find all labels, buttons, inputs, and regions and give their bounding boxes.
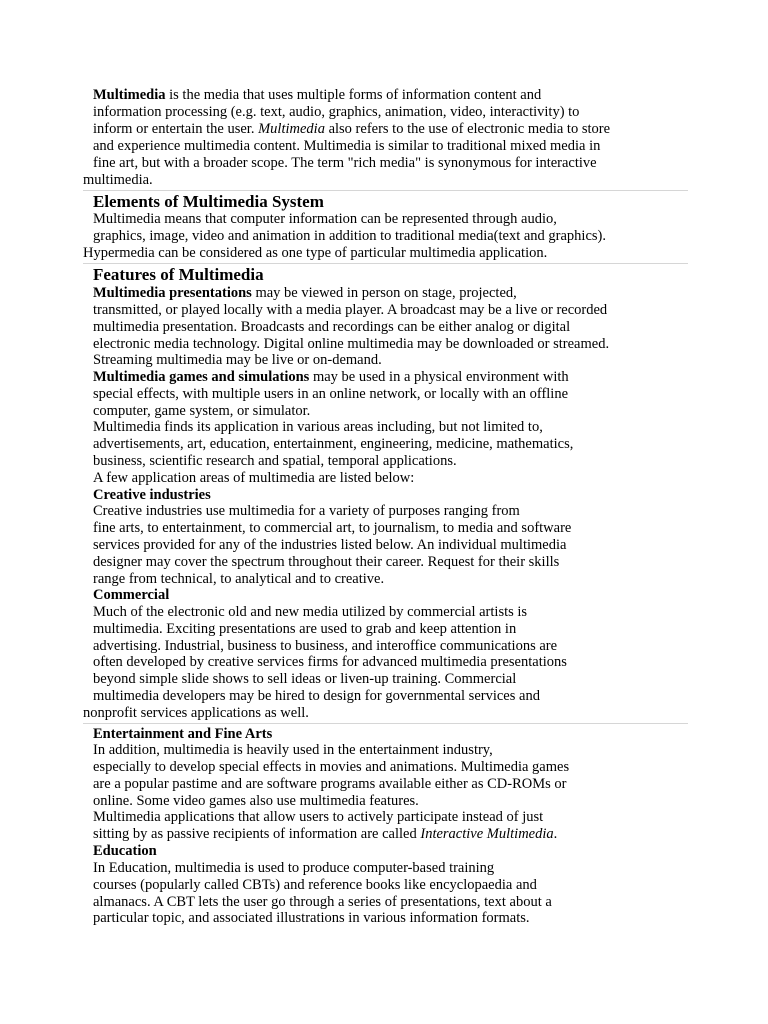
- elements-line-1: Multimedia means that computer information can be represented through audio,: [93, 211, 557, 227]
- entertainment-line-3: are a popular pastime and are software programs available either as CD-ROMs or: [93, 776, 567, 792]
- features-p2-line-3: computer, game system, or simulator.: [93, 403, 311, 419]
- intro-line-3-text-a: inform or entertain the user.: [93, 121, 259, 137]
- commercial-line-5: beyond simple slide shows to sell ideas or liven-up training. Commercial: [93, 671, 517, 687]
- features-p1-line-3: multimedia presentation. Broadcasts and recordings can be either analog or digital: [93, 319, 571, 335]
- section-divider: [83, 723, 688, 724]
- features-p1-line-1-text: may be viewed in person on stage, projected,: [251, 285, 517, 301]
- entertainment-line-6-text-a: sitting by as passive recipients of information are called: [93, 826, 421, 842]
- education-line-4: particular topic, and associated illustrations in various information formats.: [93, 910, 530, 926]
- creative-line-4: designer may cover the spectrum throughout their career. Request for their skills: [93, 554, 560, 570]
- entertainment-line-6: [93, 826, 557, 842]
- features-p1-line-4: electronic media technology. Digital online multimedia may be downloaded or streamed.: [93, 336, 610, 352]
- commercial-line-2: multimedia. Exciting presentations are used to grab and keep attention in: [93, 621, 517, 637]
- features-heading: Features of Multimedia: [93, 265, 264, 284]
- intro-line-1-text: is the media that uses multiple forms of information content and: [165, 87, 542, 103]
- features-p1-line-5: Streaming multimedia may be live or on-demand.: [93, 352, 382, 368]
- education-line-3: almanacs. A CBT lets the user go through a series of presentations, text about a: [93, 894, 552, 910]
- features-p3-line-1: Multimedia finds its application in various areas including, but not limited to,: [93, 419, 543, 435]
- entertainment-line-6-text-b: .: [553, 826, 558, 842]
- features-p2-line-1: [93, 369, 569, 385]
- features-p2-line-2: special effects, with multiple users in an online network, or locally with an offline: [93, 386, 569, 402]
- intro-line-1: [93, 87, 541, 103]
- entertainment-line-2: especially to develop special effects in movies and animations. Multimedia games: [93, 759, 570, 775]
- commercial-line-3: advertising. Industrial, business to business, and interoffice communications are: [93, 638, 558, 654]
- creative-line-1: Creative industries use multimedia for a variety of purposes ranging from: [93, 503, 520, 519]
- intro-line-5: fine art, but with a broader scope. The term "rich media" is synonymous for interactive: [93, 155, 597, 171]
- elements-line-2: graphics, image, video and animation in addition to traditional media(text and graphics).: [93, 228, 606, 244]
- section-divider: [83, 263, 688, 264]
- commercial-line-4: often developed by creative services firms for advanced multimedia presentations: [93, 654, 567, 670]
- features-p1-term: Multimedia presentations: [93, 285, 252, 301]
- features-p2-line-1-text: may be used in a physical environment with: [309, 369, 569, 385]
- entertainment-line-4: online. Some video games also use multimedia features.: [93, 793, 419, 809]
- commercial-line-6: multimedia developers may be hired to design for governmental services and: [93, 688, 540, 704]
- entertainment-italic-term: Interactive Multimedia: [420, 826, 554, 842]
- features-p2-term: Multimedia games and simulations: [93, 369, 310, 385]
- intro-line-3-text-b: also refers to the use of electronic media to store: [324, 121, 611, 137]
- entertainment-line-5: Multimedia applications that allow users to actively participate instead of just: [93, 809, 544, 825]
- elements-line-3: Hypermedia can be considered as one type of particular multimedia application.: [83, 245, 548, 261]
- intro-line-6: multimedia.: [83, 172, 153, 188]
- elements-heading: Elements of Multimedia System: [93, 192, 324, 211]
- section-divider: [83, 190, 688, 191]
- entertainment-line-1: In addition, multimedia is heavily used in the entertainment industry,: [93, 742, 493, 758]
- intro-line-3: [93, 121, 610, 137]
- creative-line-3: services provided for any of the industries listed below. An individual multimedia: [93, 537, 567, 553]
- intro-line-2: information processing (e.g. text, audio, graphics, animation, video, interactivity) to: [93, 104, 580, 120]
- commercial-line-1: Much of the electronic old and new media utilized by commercial artists is: [93, 604, 528, 620]
- creative-line-5: range from technical, to analytical and to creative.: [93, 571, 385, 587]
- commercial-line-7: nonprofit services applications as well.: [83, 705, 309, 721]
- features-p4-line-1: A few application areas of multimedia are listed below:: [93, 470, 415, 486]
- features-p3-line-2: advertisements, art, education, entertainment, engineering, medicine, mathematics,: [93, 436, 574, 452]
- features-p3-line-3: business, scientific research and spatial, temporal applications.: [93, 453, 457, 469]
- education-heading: Education: [93, 843, 157, 859]
- features-p1-line-2: transmitted, or played locally with a media player. A broadcast may be a live or recorded: [93, 302, 608, 318]
- education-line-2: courses (popularly called CBTs) and reference books like encyclopaedia and: [93, 877, 537, 893]
- intro-italic-term: Multimedia: [258, 121, 325, 137]
- intro-line-4: and experience multimedia content. Multimedia is similar to traditional mixed media in: [93, 138, 601, 154]
- creative-line-2: fine arts, to entertainment, to commercial art, to journalism, to media and software: [93, 520, 572, 536]
- creative-heading: Creative industries: [93, 487, 211, 503]
- intro-term: Multimedia: [93, 87, 166, 103]
- features-p1-line-1: [93, 285, 517, 301]
- entertainment-heading: Entertainment and Fine Arts: [93, 726, 273, 742]
- education-line-1: In Education, multimedia is used to produce computer-based training: [93, 860, 495, 876]
- commercial-heading: Commercial: [93, 587, 170, 603]
